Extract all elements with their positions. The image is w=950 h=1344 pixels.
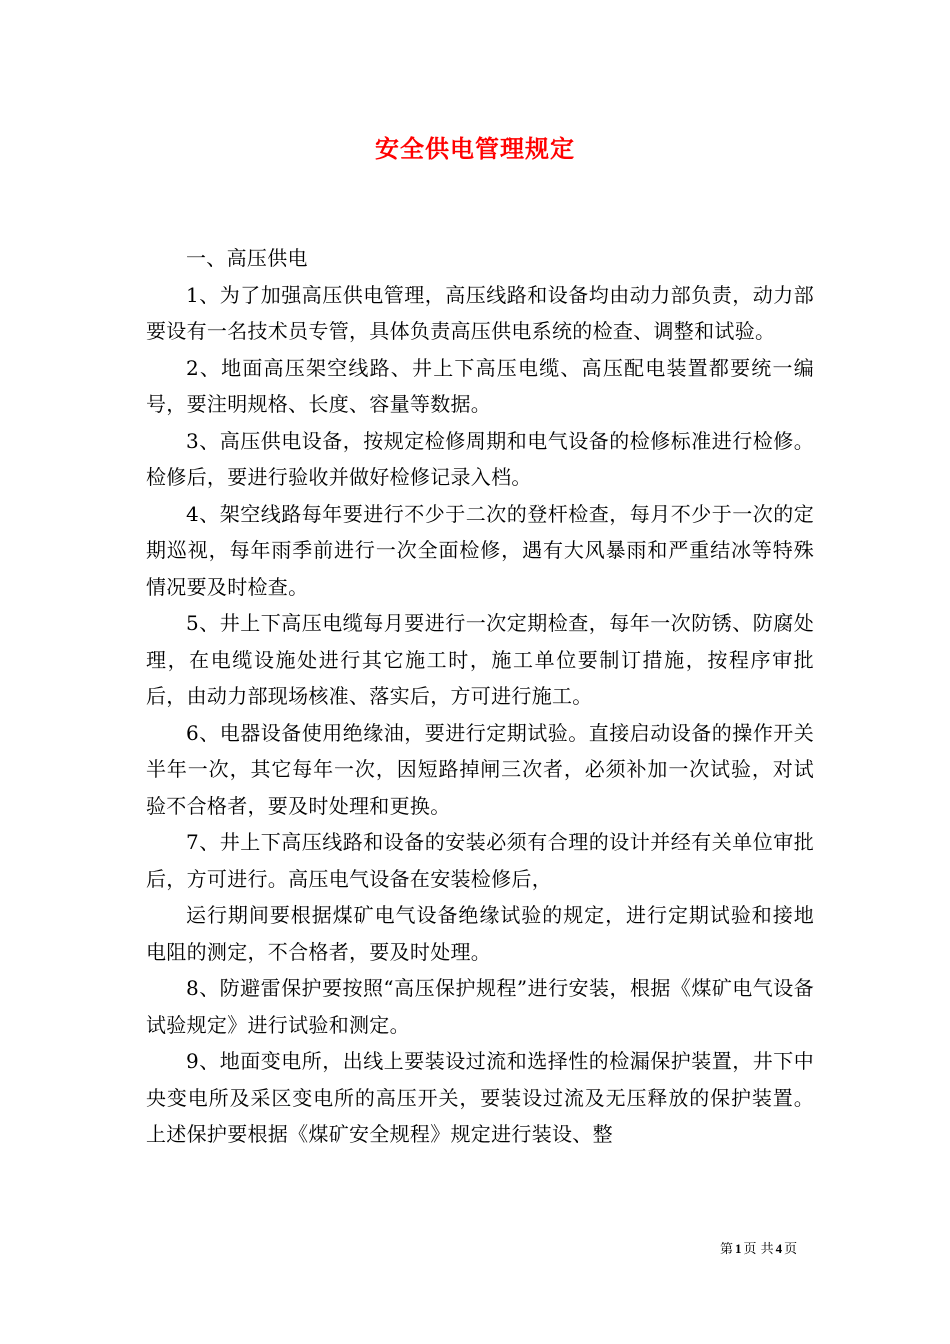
footer-suffix: 页 [784, 1242, 798, 1257]
footer-prefix: 第 [720, 1242, 734, 1257]
paragraph-9: 9、地面变电所，出线上要装设过流和选择性的检漏保护装置，井下中央变电所及采区变电所的高压开关，要装设过流及无压释放的保护装置。上述保护要根据《煤矿安全规程》规定进行装设、整 [146, 1049, 814, 1146]
footer-total-pages: 4 [775, 1241, 783, 1256]
footer-page-number: 1 [735, 1241, 742, 1256]
paragraph-1: 1、为了加强高压供电管理，高压线路和设备均由动力部负责，动力部要设有一名技术员专管，具体负责高压供电系统的检查、调整和试验。 [146, 282, 814, 343]
paragraph-3: 3、高压供电设备，按规定检修周期和电气设备的检修标准进行检修。检修后，要进行验收并做好检修记录入档。 [146, 428, 814, 489]
paragraph-8: 8、防避雷保护要按照“高压保护规程”进行安装，根据《煤矿电气设备试验规定》进行试验和测定。 [146, 976, 814, 1037]
paragraph-2: 2、地面高压架空线路、井上下高压电缆、高压配电装置都要统一编号，要注明规格、长度、容量等数据。 [146, 355, 814, 416]
paragraph-4: 4、架空线路每年要进行不少于二次的登杆检查，每月不少于一次的定期巡视，每年雨季前进行一次全面检修，遇有大风暴雨和严重结冰等特殊情况要及时检查。 [146, 501, 814, 599]
page-footer [720, 1240, 797, 1259]
paragraph-6: 6、电器设备使用绝缘油，要进行定期试验。直接启动设备的操作开关半年一次，其它每年一次，因短路掉闸三次者，必须补加一次试验，对试验不合格者，要及时处理和更换。 [146, 720, 814, 818]
footer-middle: 页 共 [743, 1242, 774, 1257]
section-heading: 一、高压供电 [186, 246, 308, 270]
document-body [146, 240, 814, 1153]
paragraph-7-continued: 运行期间要根据煤矿电气设备绝缘试验的规定，进行定期试验和接地电阻的测定，不合格者，要及时处理。 [146, 903, 814, 964]
paragraph-7: 7、井上下高压线路和设备的安装必须有合理的设计并经有关单位审批后，方可进行。高压电气设备在安装检修后， [146, 830, 814, 891]
paragraph-5: 5、井上下高压电缆每月要进行一次定期检查，每年一次防锈、防腐处理，在电缆设施处进行其它施工时，施工单位要制订措施，按程序审批后，由动力部现场核准、落实后，方可进行施工。 [146, 611, 814, 708]
document-title: 安全供电管理规定 [375, 134, 575, 163]
